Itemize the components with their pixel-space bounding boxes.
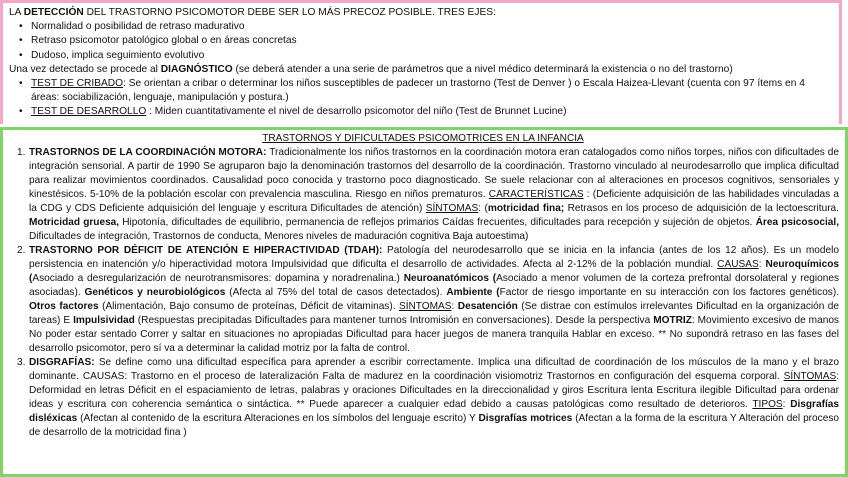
underlined-term: SÍNTOMAS [425,203,479,214]
text: : [782,399,791,410]
text: Una vez detectado se procede al [9,63,161,75]
text: Hipotonía, dificultades de equilibrio, permanencia de reflejos primarios Caídas frecuentes, dificultades para recepción y sujeción de objetos. [119,217,756,228]
bold-term: DETECCIÓN [23,7,84,18]
tests-list [9,77,835,120]
text: (Respuestas precipitadas Dificultades para mantener turnos Intromisión en conversaciones). Desde la perspectiva [134,315,654,326]
text: : ( [478,203,488,214]
list-item: • Normalidad o posibilidad de retraso madurativo [31,20,835,34]
bold-term: Genéticos y neurobiológicos [84,287,226,298]
list-item [31,105,835,119]
item-number: 1. [17,147,26,158]
text: Asociado a menor volumen de la corteza prefrontal dorsolateral y regiones asociadas). [29,273,840,298]
text: : [758,259,766,270]
diagnosis-paragraph [9,63,835,77]
underlined-term: TEST DE DESARROLLO [31,106,147,118]
text: (Afectan al contenido de la escritura Alteraciones en los símbolos del lenguaje escrito) Y [77,413,479,424]
bold-term: Área psicosocial, [755,217,839,228]
text: Factor de riesgo importante en su interacción con los factores genéticos). [499,287,840,298]
bold-term: Motricidad gruesa, [29,217,120,228]
text: Patología del neurodesarrollo que se inicia en la infancia (antes de los 12 años). Es un modelo persistencia en inatención y/o hiperactividad motora Impulsividad que dificulta el desarrollo de actividades. Afecta al 2-12% de la población mundial. [29,245,839,270]
bold-term: MOTRIZ [653,315,692,326]
text: (Afectan a la forma de la escritura Y Alteración del proceso de desarrollo de la motricidad fina ) [29,413,839,438]
text: : (Deficiente adquisición de las habilidades vinculadas a la CDG y CDS Deficiente adquisición del lenguaje y escritura Dificultades de atención) [29,189,839,214]
list-item [17,356,839,440]
section-title [7,132,839,146]
text: (Afecta al 75% del total de casos detectados). [225,287,447,298]
bold-term: DIAGNÓSTICO [160,63,233,75]
bold-term: Neuroquímicos ( [29,259,840,284]
list-item [31,77,835,105]
text: Tradicionalmente los niños trastornos en la coordinación motora eran catalogados como niños torpes, niños con dificultades de integración sensorial. A partir de 1990 Se agruparon bajo la denominación trastornos del desarrollo de la coordinación. Trastorno vinculado al neurodesarrollo que implica dificultad para realizar movimientos coordinados. Causalidad poco conocida y trastorno poco diagnosticado. Se suele relacionar con al alteraciones en procesos cognitivos, sensoriales y kinestésicos. 5-10% de la población escolar con prevalencia masculina. Riesgo en niños prematuros. [29,147,839,200]
item-heading: DISGRAFÍAS: [29,357,95,368]
text: (se deberá atender a una serie de parámetros que a nivel médico determinará la existencia o no del trastorno) [232,63,733,75]
text: Retrasos en los proceso de adquisición de la lectoescritura. [564,203,839,214]
text: Asociado a desregularización de neurotransmisores: dopamina y noradrenalina.) [32,273,404,284]
item-number: 2. [17,245,26,256]
bold-term: motricidad fina; [487,203,565,214]
text: : Deformidad en letras Déficit en el espaciamiento de letras, palabras y oraciones Dificultades en la direccionalidad y giros Escritura lenta Escritura ilegible Dificultad para ordenar ideas y escritura con coherencia semántica o sintáctica. ** Puede aparecer a cualquier edad debido a causas patológicas como resultado de deterioros. [29,371,839,410]
bold-term: Disgrafías motrices [478,413,573,424]
text: DEL TRASTORNO PSICOMOTOR DEBE SER LO MÁS PRECOZ POSIBLE. TRES EJES: [83,7,496,18]
bold-term: Impulsividad [73,315,135,326]
detection-section [0,0,842,124]
text: : [451,301,458,312]
disorders-section [0,127,848,477]
ejes-list [9,20,835,63]
underlined-term: TEST DE CRIBADO [31,78,124,90]
underlined-term: CARACTERÍSTICAS [488,189,584,200]
list-item [17,146,839,244]
detection-intro [9,6,835,20]
underlined-term: TIPOS [752,399,783,410]
bold-term: Otros factores [29,301,99,312]
text: : Se orientan a cribar o determinar los niños susceptibles de padecer un trastorno (Test de Denver ) o Escala Haizea-Llevant (cuenta con 97 ítems en 4 áreas: sociabilización, lenguaje, manipulación y postura.) [31,78,805,104]
list-item: • Dudoso, implica seguimiento evolutivo [31,49,835,63]
bold-term: Disgrafías disléxicas [29,399,839,424]
text: Dificultades de integración, Trastornos de conducta, Menores niveles de maduración cognitiva Baja autoestima) [29,231,529,242]
bold-term: Desatención [457,301,518,312]
item-heading: TRASTORNOS DE LA COORDINACIÓN MOTORA: [29,147,267,158]
underlined-term: CAUSAS [717,259,759,270]
text: LA [9,7,24,18]
disorders-list [7,146,839,440]
item-number: 3. [17,357,26,368]
bold-term: Ambiente ( [446,287,500,298]
text: : Movimiento excesivo de manos No poder estar sentado Correr y saltar en situaciones no apropiadas Dificultad para hacer juegos de manera tranquila Hablar en exceso. ** No supondrá retraso en las fases del desarrollo psicomotor, pero sí va a determinar la calidad motriz por la falta de control. [29,315,839,354]
bold-term: Neuroanatómicos ( [403,273,497,284]
section-title-text: TRASTORNOS Y DIFICULTADES PSICOMOTRICES EN LA INFANCIA [262,133,584,144]
item-heading: TRASTORNO POR DÉFICIT DE ATENCIÓN E HIPERACTIVIDAD (TDAH): [29,245,383,256]
text: (Alimentación, Bajo consumo de proteínas, Déficit de vitaminas). [98,301,399,312]
text: : Miden cuantitativamente el nivel de desarrollo psicomotor del niño (Test de Brunnet Lucine) [146,106,567,118]
underlined-term: SÍNTOMAS [783,371,837,382]
text: Se define como una dificultad específica para aprender a escribir correctamente. Implica una dificultad de coordinación de los músculos de la mano y el brazo dominante. CAUSAS: Trastorno en el proceso de lateralización Falta de madurez en la coordinación visiomotriz Trastornos en configuración del esquema corporal. [29,357,839,382]
list-item: • Retraso psicomotor patológico global o en áreas concretas [31,34,835,48]
underlined-term: SÍNTOMAS [398,301,452,312]
text: (Se distrae con estímulos irrelevantes Dificultad en la organización de tareas) E [29,301,840,326]
list-item [17,244,840,356]
